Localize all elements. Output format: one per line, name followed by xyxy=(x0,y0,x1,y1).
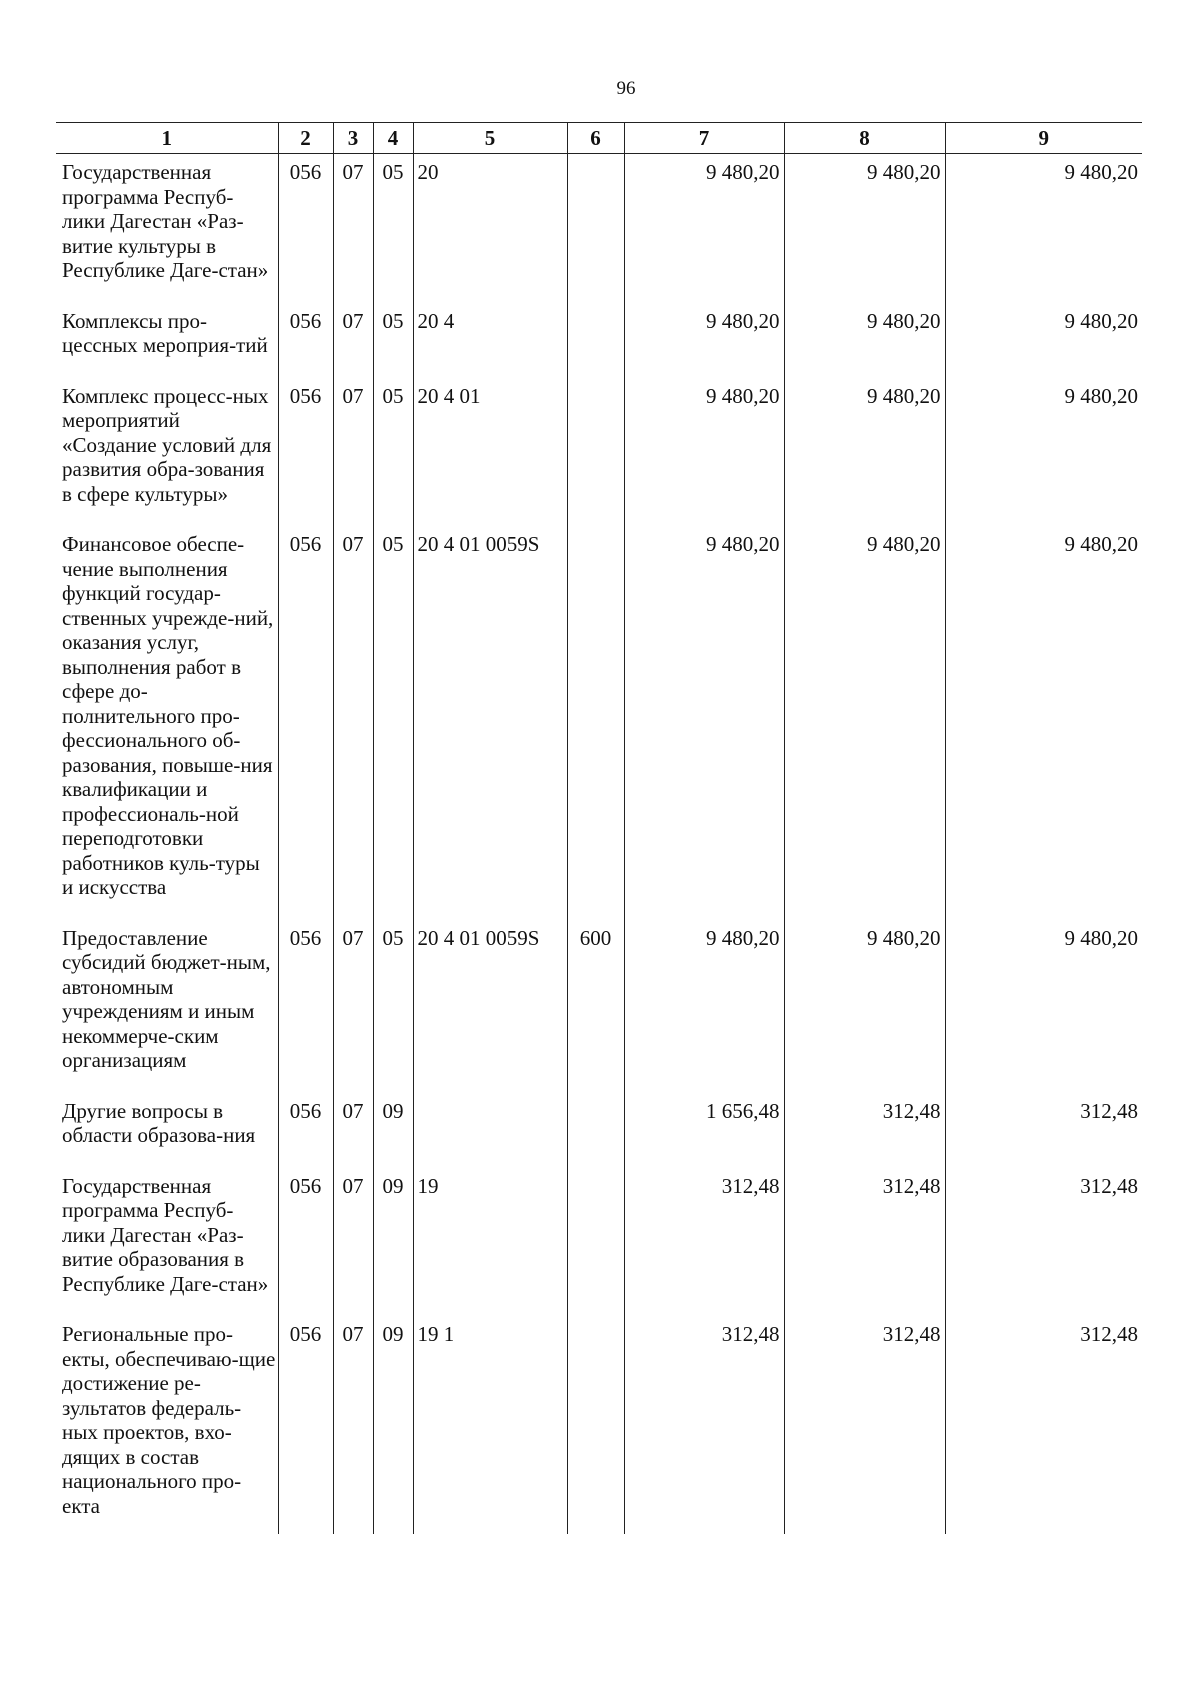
column-header-1: 1 xyxy=(56,123,278,154)
cell-col-5: 20 4 01 0059S xyxy=(413,920,567,1093)
row-name: Предоставление субсидий бюджет-ным, автономным учреждениям и иным некоммерче-ским организациям xyxy=(62,925,271,1072)
cell-col-7: 9 480,20 xyxy=(624,303,784,378)
table-row xyxy=(56,1316,1142,1534)
cell-col-7: 312,48 xyxy=(624,1316,784,1534)
cell-col-9: 9 480,20 xyxy=(945,303,1142,378)
row-name: Другие вопросы в области образова-ния xyxy=(62,1098,256,1147)
table-row xyxy=(56,920,1142,1093)
cell-col-4: 05 xyxy=(373,378,413,527)
cell-col-3: 07 xyxy=(333,1316,373,1534)
column-header-7: 7 xyxy=(624,123,784,154)
cell-col-7: 9 480,20 xyxy=(624,920,784,1093)
cell-col-5: 20 xyxy=(413,154,567,303)
budget-table xyxy=(56,122,1142,1534)
row-name: Комплекс процесс-ных мероприятий «Создание условий для развития обра-зования в сфере культуры» xyxy=(62,383,272,506)
cell-col-8: 9 480,20 xyxy=(784,154,945,303)
cell-col-2: 056 xyxy=(278,1316,333,1534)
cell-col-3: 07 xyxy=(333,1093,373,1168)
cell-col-5 xyxy=(413,1093,567,1168)
table-row xyxy=(56,1168,1142,1317)
cell-col-4: 05 xyxy=(373,303,413,378)
row-name: Государственная программа Респуб-лики Дагестан «Раз-витие образования в Республике Даге-стан» xyxy=(62,1173,269,1296)
cell-col-7: 312,48 xyxy=(624,1168,784,1317)
cell-col-6 xyxy=(567,526,624,920)
cell-col-9: 9 480,20 xyxy=(945,154,1142,303)
cell-col-8: 9 480,20 xyxy=(784,526,945,920)
row-name: Комплексы про-цессных мероприя-тий xyxy=(62,308,268,357)
cell-col-4: 09 xyxy=(373,1093,413,1168)
cell-col-9: 9 480,20 xyxy=(945,526,1142,920)
cell-col-6: 600 xyxy=(567,920,624,1093)
cell-col-6 xyxy=(567,1093,624,1168)
cell-col-2: 056 xyxy=(278,526,333,920)
cell-col-4: 05 xyxy=(373,154,413,303)
cell-col-3: 07 xyxy=(333,303,373,378)
cell-col-9: 9 480,20 xyxy=(945,920,1142,1093)
row-name: Региональные про-екты, обеспечиваю-щие достижение ре-зультатов федераль-ных проектов, вхо-дящих в состав национального про-екта xyxy=(62,1322,276,1518)
cell-col-8: 9 480,20 xyxy=(784,920,945,1093)
column-header-8: 8 xyxy=(784,123,945,154)
cell-col-8: 312,48 xyxy=(784,1168,945,1317)
cell-col-3: 07 xyxy=(333,526,373,920)
column-header-5: 5 xyxy=(413,123,567,154)
cell-col-2: 056 xyxy=(278,1093,333,1168)
table-header-row xyxy=(56,123,1142,154)
cell-col-6 xyxy=(567,378,624,527)
cell-col-2: 056 xyxy=(278,1168,333,1317)
cell-col-7: 1 656,48 xyxy=(624,1093,784,1168)
row-name: Финансовое обеспе-чение выполнения функций государ-ственных учрежде-ний, оказания услуг, выполнения работ в сфере до-полнительного про-фессионального об-разования, повыше-ния квалификации и профессиональ-ной переподготовки работников куль-туры и искусства xyxy=(62,532,274,899)
cell-col-3: 07 xyxy=(333,378,373,527)
cell-col-6 xyxy=(567,1316,624,1534)
cell-col-5: 19 1 xyxy=(413,1316,567,1534)
cell-col-6 xyxy=(567,1168,624,1317)
cell-col-4: 05 xyxy=(373,526,413,920)
cell-col-3: 07 xyxy=(333,920,373,1093)
cell-col-7: 9 480,20 xyxy=(624,526,784,920)
cell-col-5: 19 xyxy=(413,1168,567,1317)
cell-col-4: 09 xyxy=(373,1168,413,1317)
cell-col-6 xyxy=(567,303,624,378)
row-name: Государственная программа Респуб-лики Дагестан «Раз-витие культуры в Республике Даге-стан» xyxy=(62,160,269,282)
table-row xyxy=(56,1093,1142,1168)
cell-col-3: 07 xyxy=(333,1168,373,1317)
table-row xyxy=(56,526,1142,920)
cell-col-9: 9 480,20 xyxy=(945,378,1142,527)
column-header-6: 6 xyxy=(567,123,624,154)
cell-col-8: 312,48 xyxy=(784,1093,945,1168)
cell-col-6 xyxy=(567,154,624,303)
table-row xyxy=(56,303,1142,378)
cell-col-2: 056 xyxy=(278,154,333,303)
cell-col-5: 20 4 xyxy=(413,303,567,378)
column-header-9: 9 xyxy=(945,123,1142,154)
cell-col-4: 05 xyxy=(373,920,413,1093)
cell-col-2: 056 xyxy=(278,303,333,378)
cell-col-5: 20 4 01 xyxy=(413,378,567,527)
cell-col-9: 312,48 xyxy=(945,1093,1142,1168)
column-header-4: 4 xyxy=(373,123,413,154)
cell-col-7: 9 480,20 xyxy=(624,378,784,527)
cell-col-7: 9 480,20 xyxy=(624,154,784,303)
cell-col-4: 09 xyxy=(373,1316,413,1534)
column-header-3: 3 xyxy=(333,123,373,154)
table-row xyxy=(56,154,1142,303)
cell-col-3: 07 xyxy=(333,154,373,303)
table-row xyxy=(56,378,1142,527)
column-header-2: 2 xyxy=(278,123,333,154)
cell-col-2: 056 xyxy=(278,378,333,527)
cell-col-9: 312,48 xyxy=(945,1316,1142,1534)
cell-col-9: 312,48 xyxy=(945,1168,1142,1317)
cell-col-8: 9 480,20 xyxy=(784,378,945,527)
cell-col-5: 20 4 01 0059S xyxy=(413,526,567,920)
cell-col-8: 312,48 xyxy=(784,1316,945,1534)
cell-col-2: 056 xyxy=(278,920,333,1093)
cell-col-8: 9 480,20 xyxy=(784,303,945,378)
page-number: 96 xyxy=(616,78,636,99)
